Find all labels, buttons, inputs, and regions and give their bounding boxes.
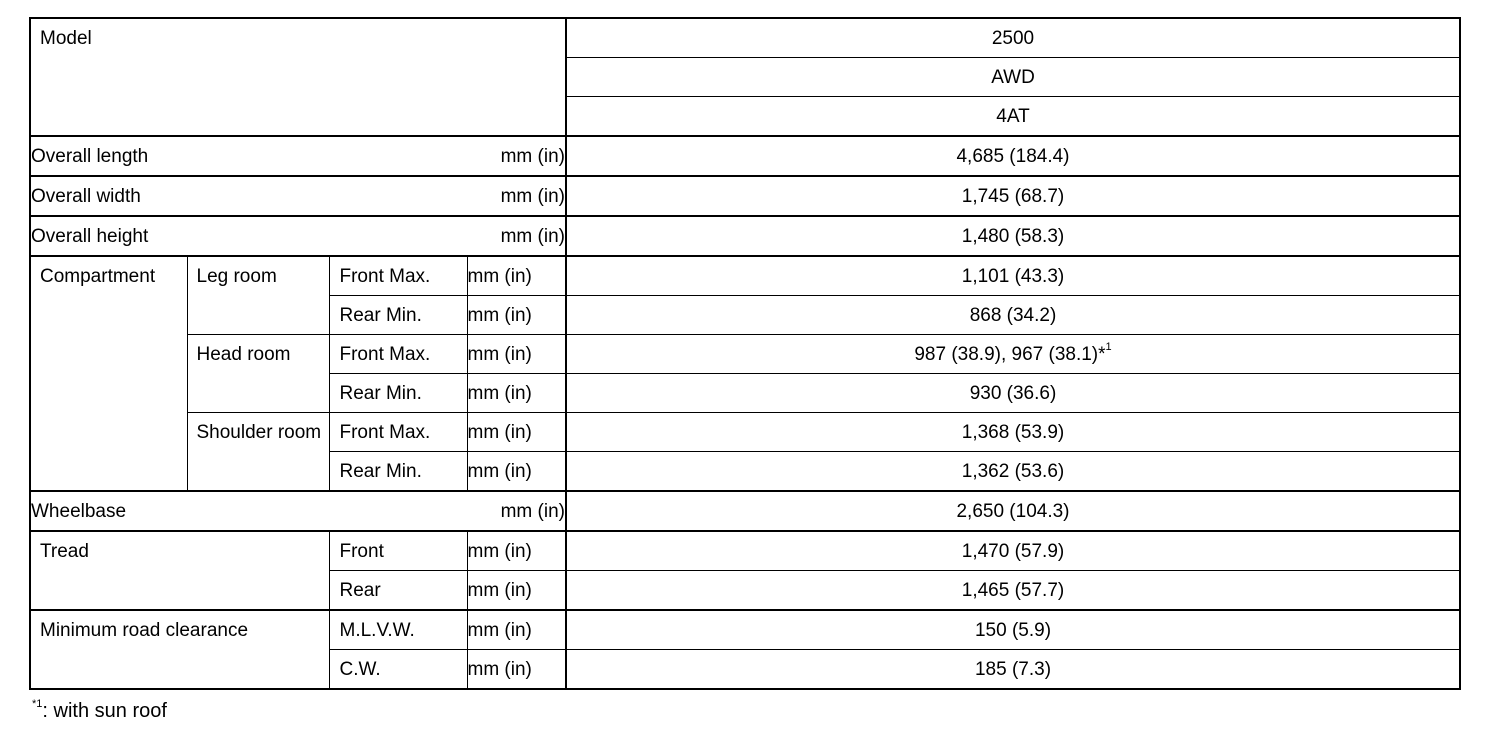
head-room-label: Head room	[187, 335, 329, 413]
head-room-rear-label: Rear Min.	[329, 374, 467, 413]
head-room-front-value: 987 (38.9), 967 (38.1)*	[914, 343, 1106, 365]
overall-length-label: Overall length	[31, 145, 149, 167]
leg-room-label: Leg room	[187, 256, 329, 335]
shoulder-room-label: Shoulder room	[187, 413, 329, 492]
leg-room-front-value: 1,101 (43.3)	[566, 256, 1460, 296]
leg-room-front-label: Front Max.	[329, 256, 467, 296]
unit-label: mm (in)	[467, 256, 566, 296]
specifications-table	[29, 17, 1461, 690]
unit-label: mm (in)	[467, 650, 566, 690]
overall-height-label: Overall height	[31, 225, 149, 247]
unit-label: mm (in)	[467, 452, 566, 492]
wheelbase-label-cell	[30, 491, 566, 531]
model-row	[30, 18, 1460, 58]
head-room-rear-value: 930 (36.6)	[566, 374, 1460, 413]
overall-width-row	[30, 176, 1460, 216]
clearance-mlvw-row	[30, 610, 1460, 650]
unit-label: mm (in)	[500, 500, 565, 522]
clearance-mlvw-value: 150 (5.9)	[566, 610, 1460, 650]
overall-width-label-cell	[30, 176, 566, 216]
footnote-mark: *	[32, 698, 37, 711]
head-room-front-row	[30, 335, 1460, 374]
clearance-mlvw-label: M.L.V.W.	[329, 610, 467, 650]
shoulder-room-rear-label: Rear Min.	[329, 452, 467, 492]
unit-label: mm (in)	[500, 185, 565, 207]
overall-length-label-cell	[30, 136, 566, 176]
clearance-label: Minimum road clearance	[30, 610, 329, 689]
unit-label: mm (in)	[467, 610, 566, 650]
unit-label: mm (in)	[467, 296, 566, 335]
unit-label: mm (in)	[467, 335, 566, 374]
footnote-text: : with sun roof	[42, 700, 167, 722]
shoulder-room-front-value: 1,368 (53.9)	[566, 413, 1460, 452]
shoulder-room-rear-value: 1,362 (53.6)	[566, 452, 1460, 492]
shoulder-room-front-row	[30, 413, 1460, 452]
footnote	[32, 700, 167, 723]
footnote-reference: 1	[1105, 341, 1112, 354]
unit-label: mm (in)	[467, 531, 566, 571]
overall-length-row	[30, 136, 1460, 176]
compartment-label: Compartment	[30, 256, 187, 491]
tread-label: Tread	[30, 531, 329, 610]
tread-front-row	[30, 531, 1460, 571]
tread-front-value: 1,470 (57.9)	[566, 531, 1460, 571]
overall-height-value: 1,480 (58.3)	[566, 216, 1460, 256]
clearance-cw-value: 185 (7.3)	[566, 650, 1460, 690]
wheelbase-row	[30, 491, 1460, 531]
unit-label: mm (in)	[500, 225, 565, 247]
footnote-number: 1	[36, 698, 43, 711]
leg-room-rear-label: Rear Min.	[329, 296, 467, 335]
model-label: Model	[30, 18, 566, 136]
wheelbase-label: Wheelbase	[31, 500, 127, 522]
model-value-3: 4AT	[566, 97, 1460, 137]
unit-label: mm (in)	[500, 145, 565, 167]
tread-rear-value: 1,465 (57.7)	[566, 571, 1460, 611]
model-value-1: 2500	[566, 18, 1460, 58]
overall-width-label: Overall width	[31, 185, 141, 207]
wheelbase-value: 2,650 (104.3)	[566, 491, 1460, 531]
leg-room-rear-value: 868 (34.2)	[566, 296, 1460, 335]
overall-height-row	[30, 216, 1460, 256]
tread-front-label: Front	[329, 531, 467, 571]
shoulder-room-front-label: Front Max.	[329, 413, 467, 452]
overall-height-label-cell	[30, 216, 566, 256]
unit-label: mm (in)	[467, 374, 566, 413]
unit-label: mm (in)	[467, 413, 566, 452]
tread-rear-label: Rear	[329, 571, 467, 611]
clearance-cw-label: C.W.	[329, 650, 467, 690]
head-room-front-label: Front Max.	[329, 335, 467, 374]
model-value-2: AWD	[566, 58, 1460, 97]
overall-length-value: 4,685 (184.4)	[566, 136, 1460, 176]
head-room-front-value-cell	[566, 335, 1460, 374]
leg-room-front-row	[30, 256, 1460, 296]
overall-width-value: 1,745 (68.7)	[566, 176, 1460, 216]
unit-label: mm (in)	[467, 571, 566, 611]
